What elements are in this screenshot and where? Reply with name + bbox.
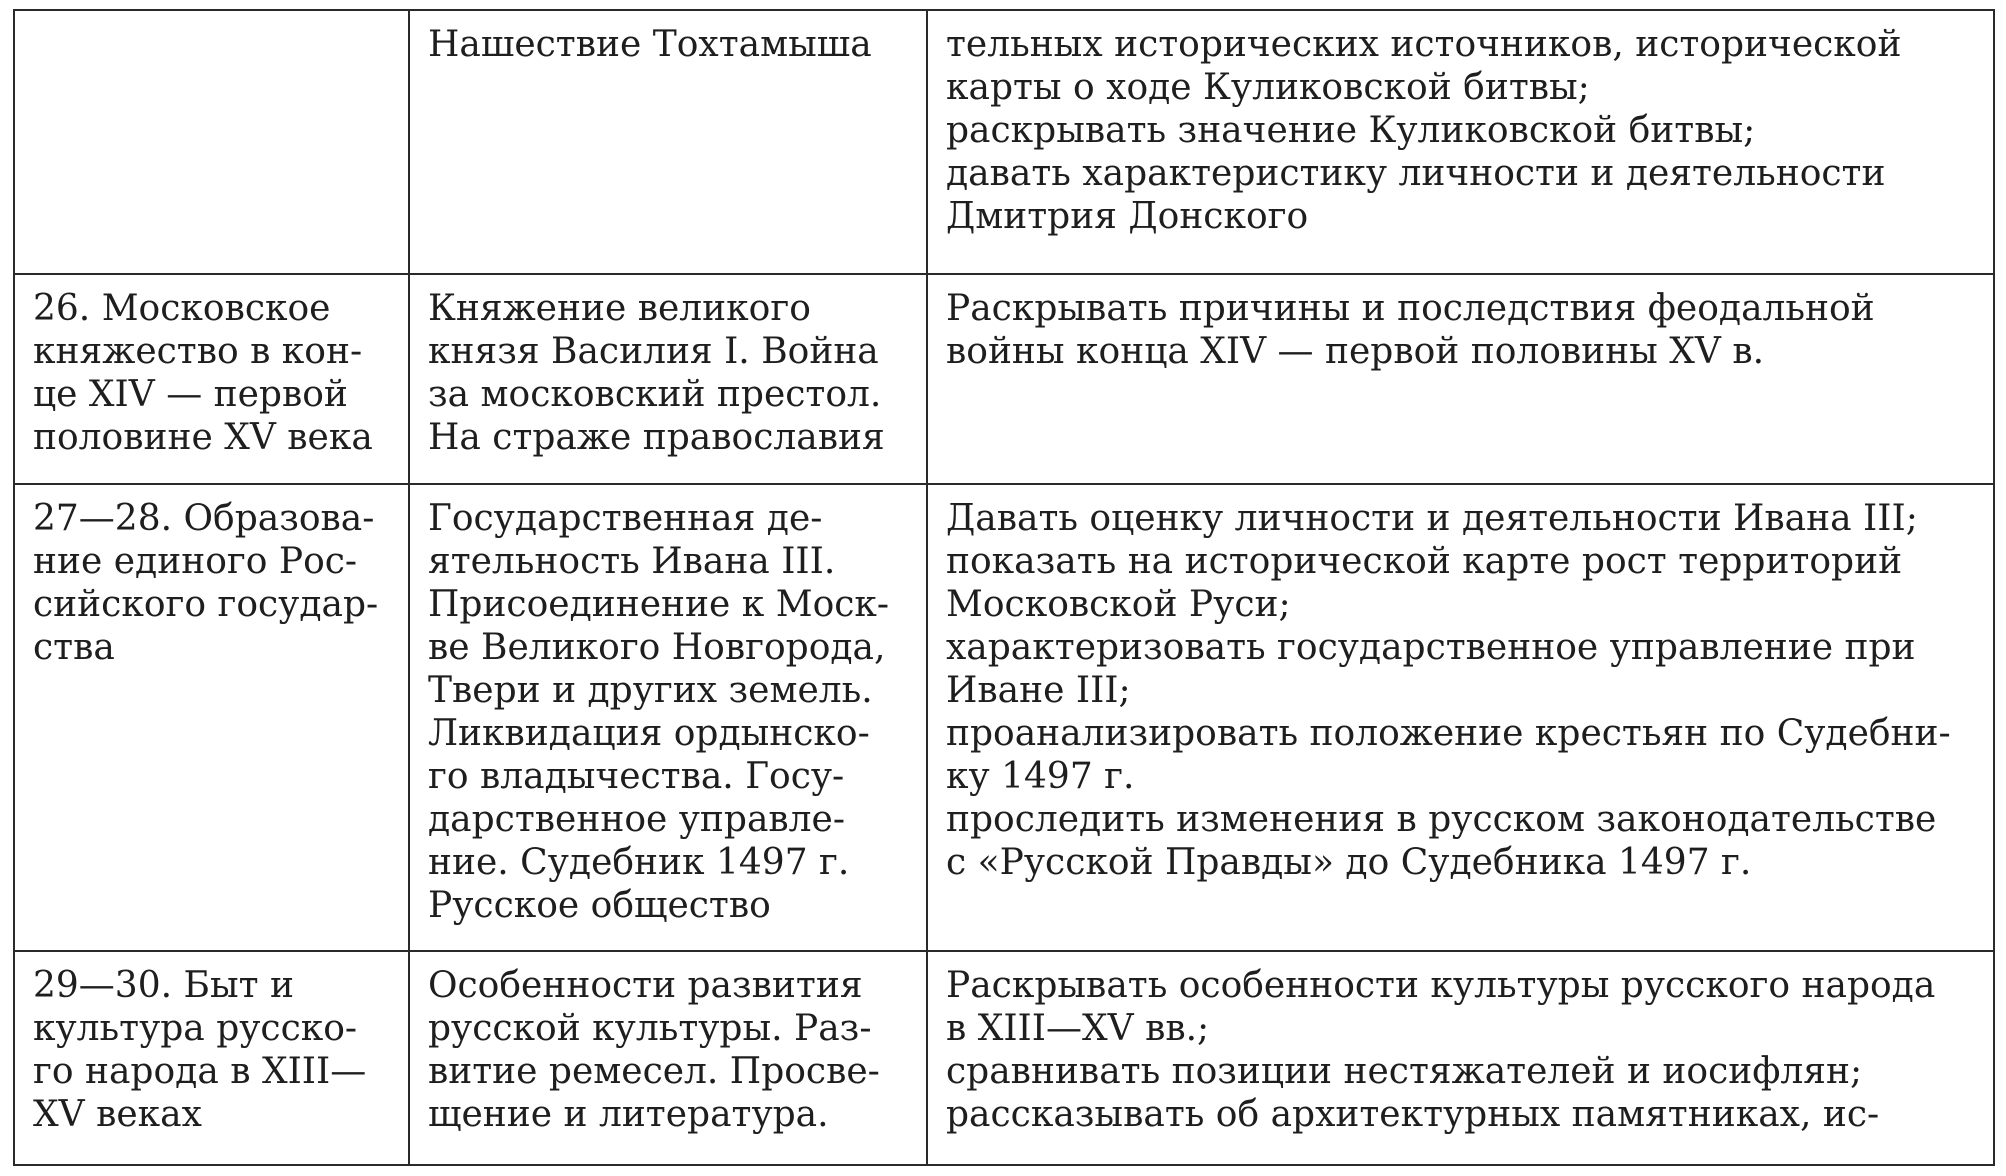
content-line: ве Великого Новгорода, [428, 627, 886, 668]
content-line: русской культуры. Раз- [428, 1008, 872, 1049]
topic-line: 29—30. Быт и [33, 965, 294, 1006]
topic-cell [14, 10, 409, 274]
table-row [14, 951, 1994, 1165]
activities-line: тельных исторических источников, исторической [946, 24, 1902, 65]
activities-line: карты о ходе Куликовской битвы; [946, 67, 1590, 108]
activities-cell [927, 10, 1994, 274]
activities-line: Дмитрия Донского [946, 196, 1309, 237]
content-line: за московский престол. [428, 374, 882, 415]
content-line: щение и литература. [428, 1094, 829, 1135]
activities-line: войны конца XIV — первой половины XV в. [946, 331, 1765, 372]
topic-line: половине XV века [33, 417, 373, 458]
content-line: Ликвидация ордынско- [428, 713, 870, 754]
content-line: Твери и других земель. [428, 670, 873, 711]
topic-line: 26. Московское [33, 288, 331, 329]
content-line: Присоединение к Моск- [428, 584, 890, 625]
activities-line: Раскрывать причины и последствия феодальной [946, 288, 1875, 329]
topic-line: XV веках [33, 1094, 202, 1135]
activities-line: сравнивать позиции нестяжателей и иосифлян; [946, 1051, 1863, 1092]
activities-line: в XIII—XV вв.; [946, 1008, 1210, 1049]
content-line: витие ремесел. Просве- [428, 1051, 880, 1092]
topic-line: 27—28. Образова- [33, 498, 375, 539]
content-line: Нашествие Тохтамыша [428, 24, 872, 65]
activities-line: характеризовать государственное управление при [946, 627, 1916, 668]
activities-cell [927, 484, 1994, 951]
content-line: князя Василия I. Война [428, 331, 879, 372]
topic-cell [14, 484, 409, 951]
activities-line: Московской Руси; [946, 584, 1291, 625]
activities-line: раскрывать значение Куликовской битвы; [946, 110, 1756, 151]
content-line: Особенности развития [428, 965, 863, 1006]
content-line: На страже православия [428, 417, 885, 458]
content-line: Княжение великого [428, 288, 811, 329]
activities-line: Давать оценку личности и деятельности Ивана III; [946, 498, 1918, 539]
curriculum-table [13, 9, 1995, 1166]
topic-line: культура русско- [33, 1008, 358, 1049]
activities-line: показать на исторической карте рост территорий [946, 541, 1903, 582]
activities-line: проанализировать положение крестьян по Судебни- [946, 713, 1951, 754]
content-line: дарственное управле- [428, 799, 846, 840]
activities-cell [927, 274, 1994, 484]
table-row [14, 484, 1994, 951]
activities-line: давать характеристику личности и деятельности [946, 153, 1886, 194]
content-cell [409, 274, 927, 484]
topic-cell [14, 951, 409, 1165]
activities-line: Раскрывать особенности культуры русского народа [946, 965, 1936, 1006]
topic-line: княжество в кон- [33, 331, 363, 372]
content-line: Государственная де- [428, 498, 823, 539]
table-row [14, 274, 1994, 484]
topic-line: сийского государ- [33, 584, 379, 625]
activities-line: с «Русской Правды» до Судебника 1497 г. [946, 842, 1752, 883]
activities-line: рассказывать об архитектурных памятниках, ис- [946, 1094, 1880, 1135]
content-line: Русское общество [428, 885, 771, 926]
activities-line: Иване III; [946, 670, 1131, 711]
content-cell [409, 484, 927, 951]
topic-line: го народа в XIII— [33, 1051, 367, 1092]
topic-line: ства [33, 627, 115, 668]
table-row [14, 10, 1994, 274]
content-line: го владычества. Госу- [428, 756, 845, 797]
content-cell [409, 10, 927, 274]
topic-cell [14, 274, 409, 484]
activities-cell [927, 951, 1994, 1165]
activities-line: ку 1497 г. [946, 756, 1135, 797]
content-line: ятельность Ивана III. [428, 541, 836, 582]
activities-line: проследить изменения в русском законодательстве [946, 799, 1937, 840]
content-cell [409, 951, 927, 1165]
content-line: ние. Судебник 1497 г. [428, 842, 850, 883]
topic-line: ние единого Рос- [33, 541, 358, 582]
topic-line: це XIV — первой [33, 374, 348, 415]
